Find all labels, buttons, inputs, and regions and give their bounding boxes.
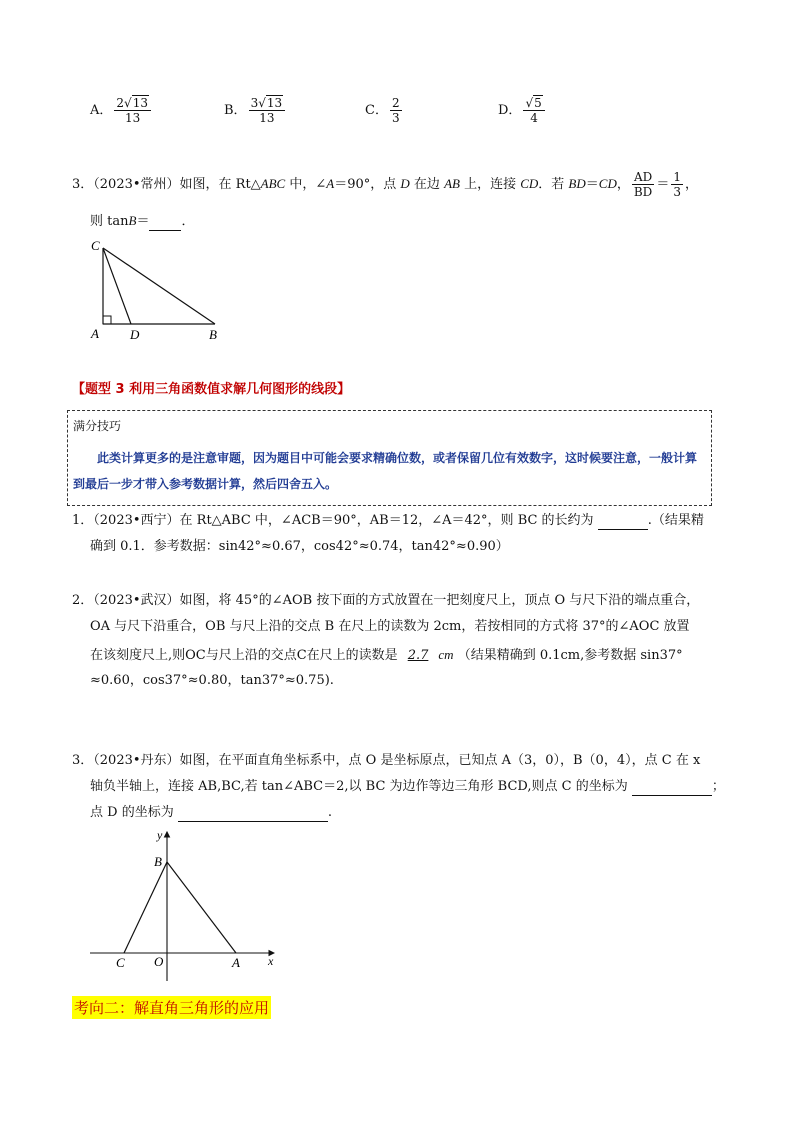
answer-blank[interactable] [149,216,181,231]
answer-blank[interactable] [632,781,712,796]
q3-changzhou-line1: 3．（2023•常州）如图，在 Rt△ABC 中，∠A＝90°，点 D 在边 AB 上，连接 CD．若 BD＝CD， $\frac{AD}{BD}$ ＝ $\frac{1}{3}$ ， [72,170,698,199]
section-heading: 【题型 3 利用三角函数值求解几何图形的线段】 [72,382,351,397]
q1-line1: 1．（2023•西宁）在 Rt△ABC 中，∠ACB＝90°，AB＝12，∠A＝42°，则 BC 的长约为 .（结果精 [72,513,704,528]
q3-dandong-line1: 3．（2023•丹东）如图，在平面直角坐标系中，点 O 是坐标原点，已知点 A（3，0），B（0，4），点 C 在 x [72,753,701,768]
q3-dandong-line2: 轴负半轴上，连接 AB,BC,若 tan∠ABC＝2,以 BC 为边作等边三角形 BCD,则点 C 的坐标为 ； [90,779,725,794]
label-y: y [157,828,163,842]
coordinate-figure [86,826,286,986]
answer-blank[interactable] [598,515,648,530]
triangle-figure [85,236,235,346]
label-b: B [154,854,162,869]
option-d: D． $\frac{√5}{4}$ [498,96,547,125]
q2-line4: ≈0.60，cos37°≈0.80，tan37°≈0.75). [90,673,334,688]
q2-line1: 2．（2023•武汉）如图，将 45°的∠AOB 按下面的方式放置在一把刻度尺上，顶点 O 与尺下沿的端点重合， [72,593,700,608]
q2-answer: 2.7 [407,648,429,663]
q2-line3: 在该刻度尺上,则OC与尺上沿的交点C在尺上的读数是 2.7 cm （结果精确到 0.1cm,参考数据 sin37° [90,647,683,663]
label-c: C [91,238,100,253]
label-x: x [268,954,274,968]
tip-title: 满分技巧 [73,419,122,433]
section-title: 考向二：解直角三角形的应用 [72,996,271,1019]
q2-line2: OA 与尺下沿重合，OB 与尺上沿的交点 B 在尺上的读数为 2cm，若按相同的方式将 37°的∠AOC 放置 [90,619,690,634]
label-o: O [154,954,164,969]
tip-text: 此类计算更多的是注意审题，因为题目中可能会要求精确位数，或者保留几位有效数字，这时候要注意，一般计算到最后一步才带入参考数据计算，然后四舍五入。 [73,451,698,491]
answer-blank[interactable] [178,807,328,822]
label-a: A [91,326,99,341]
side-cb [103,248,215,324]
q1-line2: 确到 0.1．参考数据：sin42°≈0.67，cos42°≈0.74，tan42°≈0.90） [90,539,509,554]
option-b: B． $\frac{3√13}{13}$ [224,96,287,125]
tip-box [67,410,712,506]
segment-bc [124,862,167,953]
option-c: C． $\frac{2}{3}$ [365,96,400,125]
q3-dandong-line3: 点 D 的坐标为 . [90,805,332,820]
right-angle-mark [103,316,111,324]
label-d: D [130,327,140,342]
label-b: B [209,327,217,342]
q3-changzhou-line2: 则 tanB＝ ． [90,213,195,229]
segment-cd [103,248,131,324]
segment-ab [167,862,236,953]
label-a: A [232,955,240,970]
label-c: C [116,955,125,970]
option-a: A． $\frac{2√13}{13}$ [90,96,153,125]
